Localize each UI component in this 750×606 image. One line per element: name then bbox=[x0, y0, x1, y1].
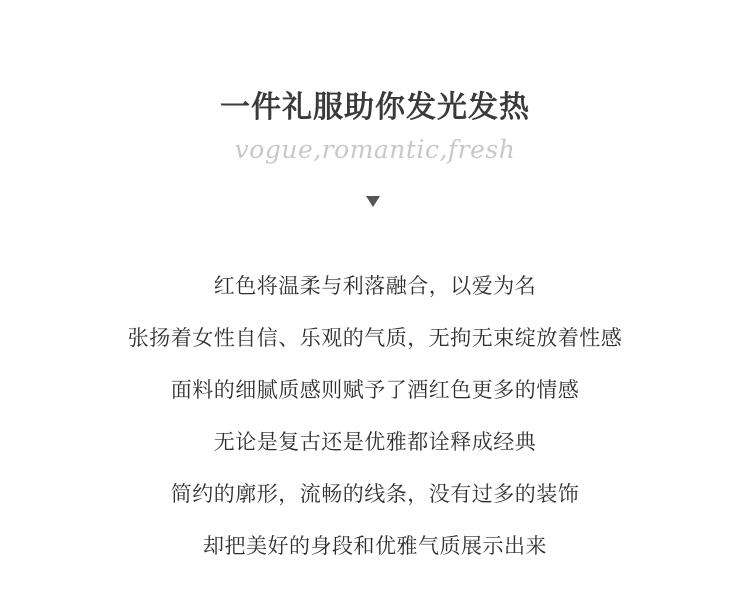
description-line: 却把美好的身段和优雅气质展示出来 bbox=[203, 534, 547, 558]
description-line: 红色将温柔与利落融合，以爱为名 bbox=[213, 274, 537, 298]
description-line: 无论是复古还是优雅都诠释成经典 bbox=[213, 430, 537, 454]
description-line: 简约的廓形，流畅的线条，没有过多的装饰 bbox=[170, 482, 580, 506]
description-line: 张扬着女性自信、乐观的气质，无拘无束绽放着性感 bbox=[127, 326, 623, 350]
page-title: 一件礼服助你发光发热 bbox=[220, 90, 530, 125]
triangle-down-icon bbox=[366, 196, 380, 207]
page-subtitle: vogue,romantic,fresh bbox=[234, 135, 516, 164]
description-line: 面料的细腻质感则赋予了酒红色更多的情感 bbox=[170, 378, 580, 402]
description-text bbox=[0, 266, 750, 578]
